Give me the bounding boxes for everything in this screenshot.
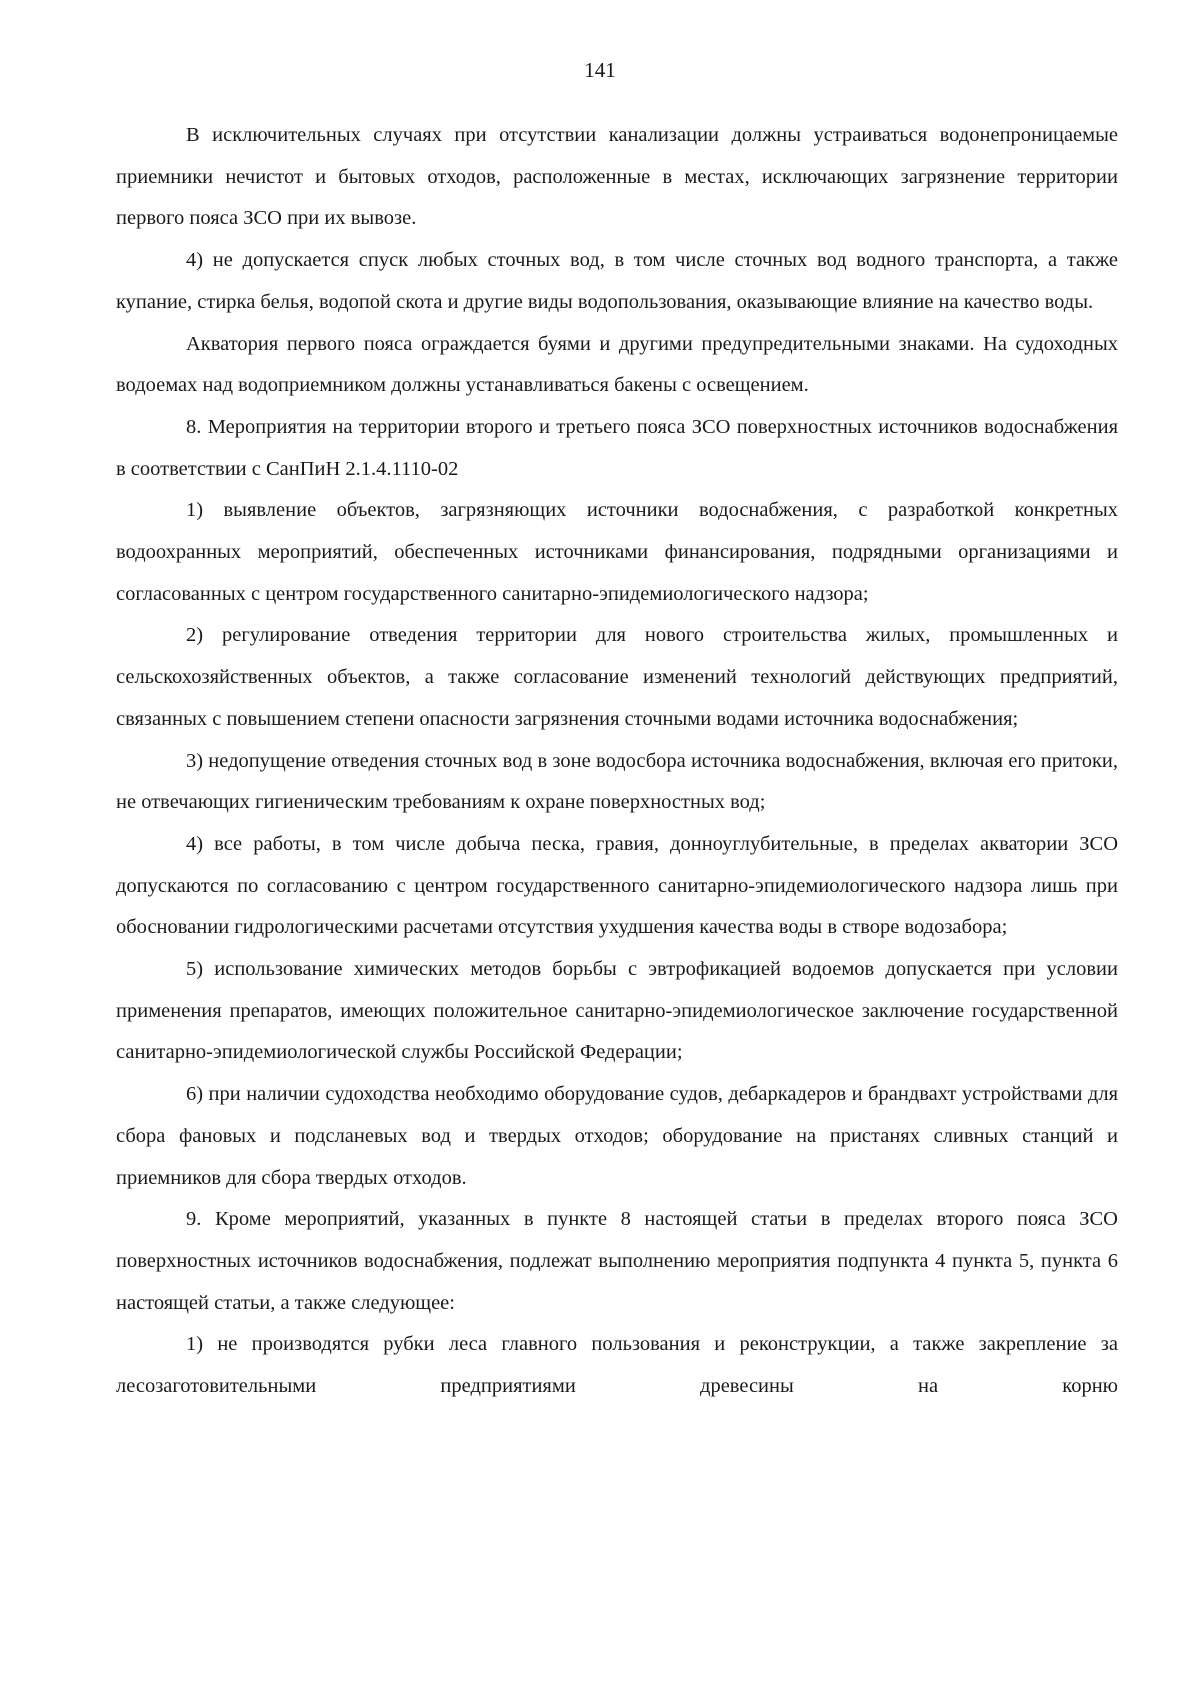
paragraph: 2) регулирование отведения территории для нового строительства жилых, промышленных и сельскохозяйственных объектов, а также согласование изменений технологий действующих предприятий, связанных с повышением степени опасности загрязнения сточными водами источника водоснабжения; xyxy=(116,624,1118,730)
paragraph: 1) выявление объектов, загрязняющих источники водоснабжения, с разработкой конкретных водоохранных мероприятий, обеспеченных источниками финансирования, подрядными организациями и согласованных с центром государственного санитарно-эпидемиологического надзора; xyxy=(116,499,1118,605)
paragraph: В исключительных случаях при отсутствии канализации должны устраиваться водонепроницаемые приемники нечистот и бытовых отходов, расположенные в местах, исключающих загрязнение территории первого пояса ЗСО при их вывозе. xyxy=(116,124,1118,230)
page-number: 141 xyxy=(584,58,616,82)
paragraph: Акватория первого пояса ограждается буями и другими предупредительными знаками. На судоходных водоемах над водоприемником должны устанавливаться бакены с освещением. xyxy=(116,332,1118,397)
paragraph: 6) при наличии судоходства необходимо оборудование судов, дебаркадеров и брандвахт устройствами для сбора фановых и подсланевых вод и твердых отходов; оборудование на пристанях сливных станций и приемников для сбора твердых отходов. xyxy=(116,1083,1118,1189)
paragraph: 1) не производятся рубки леса главного пользования и реконструкции, а также закрепление за лесозаготовительными предприятиями древесины на корню xyxy=(116,1333,1118,1398)
paragraph: 8. Мероприятия на территории второго и третьего пояса ЗСО поверхностных источников водоснабжения в соответствии с СанПиН 2.1.4.1110-02 xyxy=(116,415,1118,480)
document-body xyxy=(116,115,1118,1408)
paragraph: 5) использование химических методов борьбы с эвтрофикацией водоемов допускается при условии применения препаратов, имеющих положительное санитарно-эпидемиологическое заключение государственной санитарно-эпидемиологической службы Российской Федерации; xyxy=(116,958,1118,1064)
paragraph: 4) не допускается спуск любых сточных вод, в том числе сточных вод водного транспорта, а также купание, стирка белья, водопой скота и другие виды водопользования, оказывающие влияние на качество воды. xyxy=(116,249,1118,313)
paragraph: 9. Кроме мероприятий, указанных в пункте 8 настоящей статьи в пределах второго пояса ЗСО поверхностных источников водоснабжения, подлежат выполнению мероприятия подпункта 4 пункта 5, пункта 6 настоящей статьи, а также следующее: xyxy=(116,1208,1118,1314)
paragraph: 3) недопущение отведения сточных вод в зоне водосбора источника водоснабжения, включая его притоки, не отвечающих гигиеническим требованиям к охране поверхностных вод; xyxy=(116,749,1118,814)
paragraph: 4) все работы, в том числе добыча песка, гравия, донноуглубительные, в пределах акватории ЗСО допускаются по согласованию с центром государственного санитарно-эпидемиологического надзора лишь при обосновании гидрологическими расчетами отсутствия ухудшения качества воды в створе водозабора; xyxy=(116,832,1118,939)
